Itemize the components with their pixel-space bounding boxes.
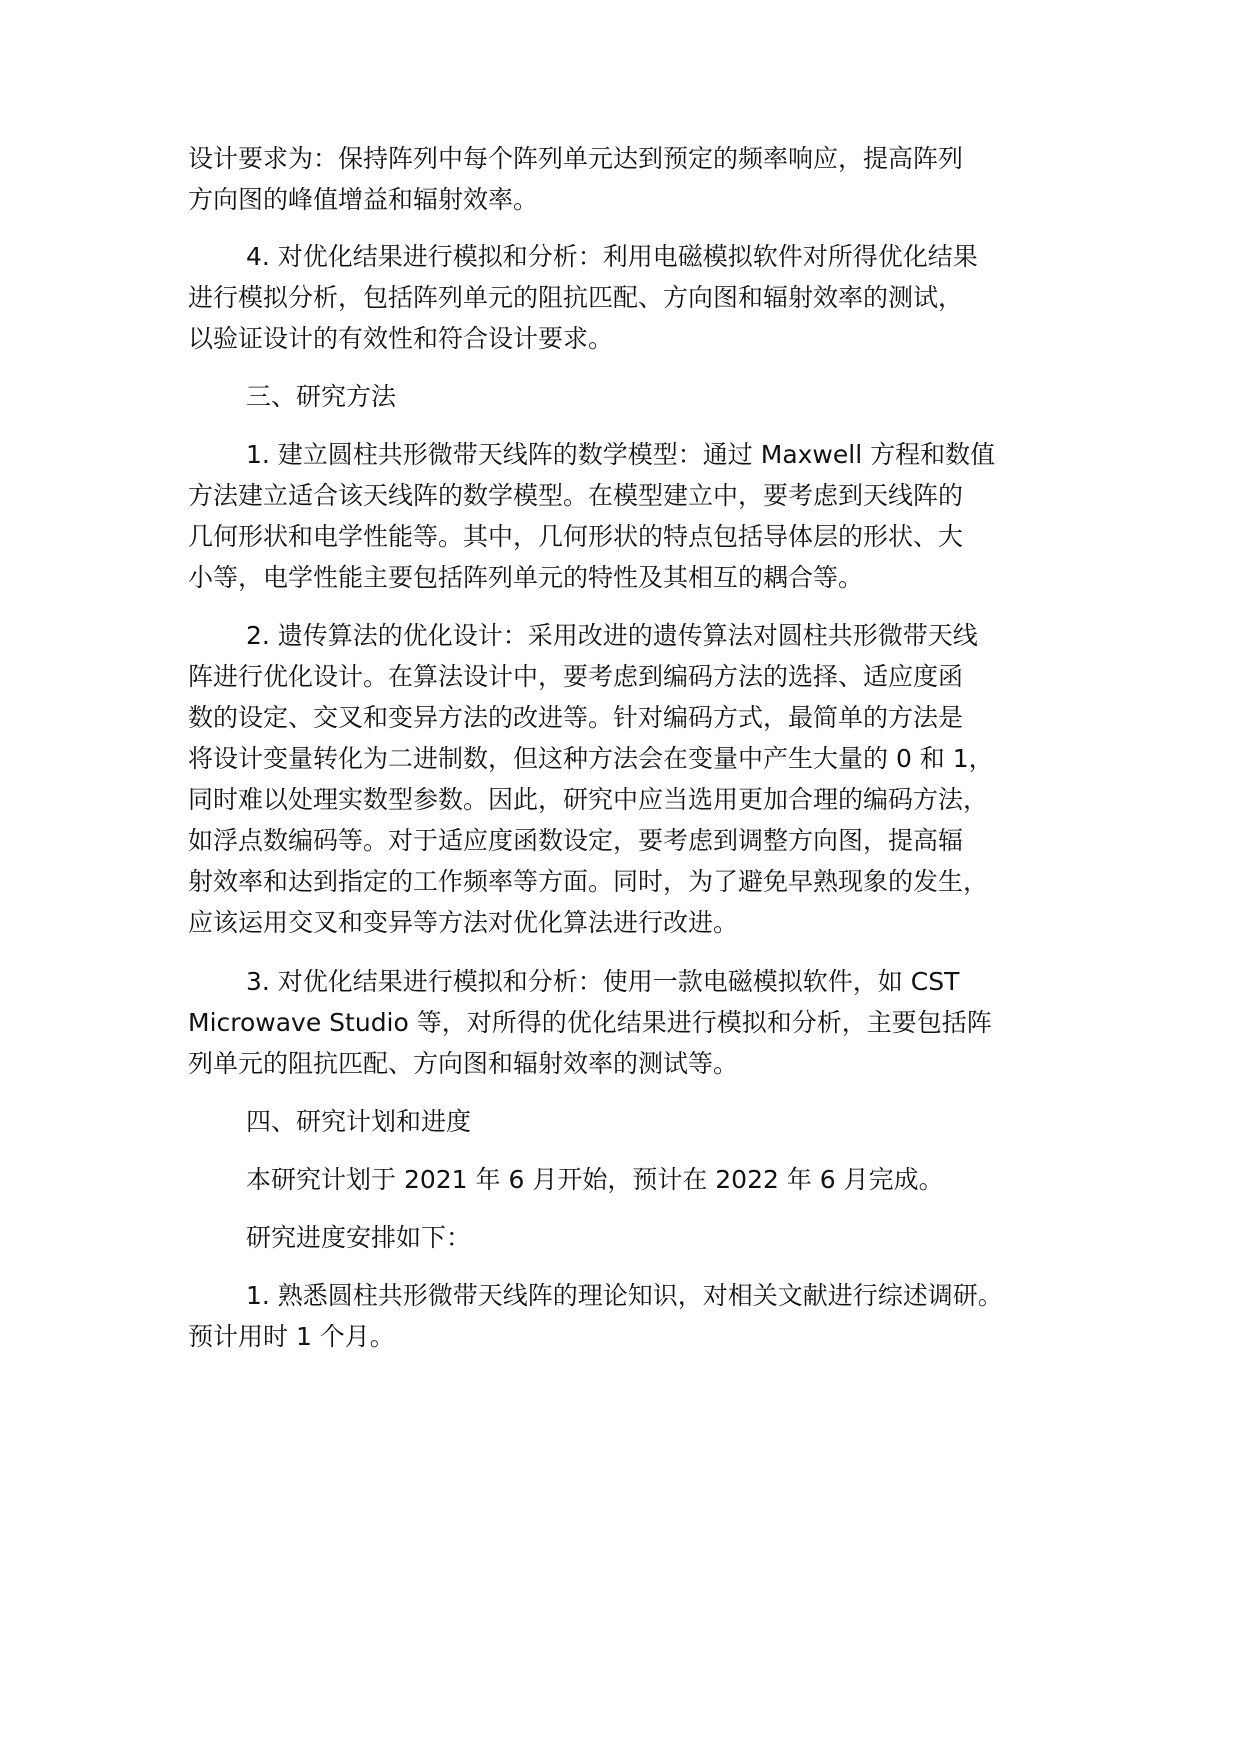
paragraph-line: 方向图的峰值增益和辐射效率。 [188,185,539,214]
paragraph-line: 小等，电学性能主要包括阵列单元的特性及其相互的耦合等。 [188,563,864,592]
paragraph-line: 3. 对优化结果进行模拟和分析：使用一款电磁模拟软件，如 CST [246,967,960,996]
paragraph-line: 设计要求为：保持阵列中每个阵列单元达到预定的频率响应，提高阵列 [188,144,964,173]
paragraph-line: 研究进度安排如下： [246,1223,472,1252]
paragraph-line: 进行模拟分析，包括阵列单元的阻抗匹配、方向图和辐射效率的测试， [188,283,964,312]
paragraph-line: 本研究计划于 2021 年 6 月开始，预计在 2022 年 6 月完成。 [246,1165,944,1194]
paragraph-line: 阵进行优化设计。在算法设计中，要考虑到编码方法的选择、适应度函 [188,662,964,691]
paragraph-line: 应该运用交叉和变异等方法对优化算法进行改进。 [188,908,739,937]
section-heading: 三、研究方法 [246,382,397,411]
paragraph-line: 4. 对优化结果进行模拟和分析：利用电磁模拟软件对所得优化结果 [246,242,978,271]
paragraph-line: 同时难以处理实数型参数。因此，研究中应当选用更加合理的编码方法， [188,785,989,814]
paragraph-line: 1. 熟悉圆柱共形微带天线阵的理论知识，对相关文献进行综述调研。 [246,1281,1003,1310]
paragraph-line: 以验证设计的有效性和符合设计要求。 [188,324,614,353]
paragraph-line: 方法建立适合该天线阵的数学模型。在模型建立中，要考虑到天线阵的 [188,481,964,510]
paragraph-line: 几何形状和电学性能等。其中，几何形状的特点包括导体层的形状、大 [188,522,964,551]
paragraph-line: 数的设定、交叉和变异方法的改进等。针对编码方式，最简单的方法是 [188,703,964,732]
paragraph-line: Microwave Studio 等，对所得的优化结果进行模拟和分析，主要包括阵 [188,1008,992,1037]
paragraph-line: 1. 建立圆柱共形微带天线阵的数学模型：通过 Maxwell 方程和数值 [246,440,996,469]
paragraph-line: 射效率和达到指定的工作频率等方面。同时，为了避免早熟现象的发生， [188,867,989,896]
paragraph-line: 将设计变量转化为二进制数，但这种方法会在变量中产生大量的 0 和 1， [188,744,994,773]
paragraph-line: 如浮点数编码等。对于适应度函数设定，要考虑到调整方向图，提高辐 [188,826,964,855]
section-heading: 四、研究计划和进度 [246,1107,472,1136]
paragraph-line: 2. 遗传算法的优化设计：采用改进的遗传算法对圆柱共形微带天线 [246,621,978,650]
paragraph-line: 预计用时 1 个月。 [188,1322,395,1351]
paragraph-line: 列单元的阻抗匹配、方向图和辐射效率的测试等。 [188,1049,739,1078]
